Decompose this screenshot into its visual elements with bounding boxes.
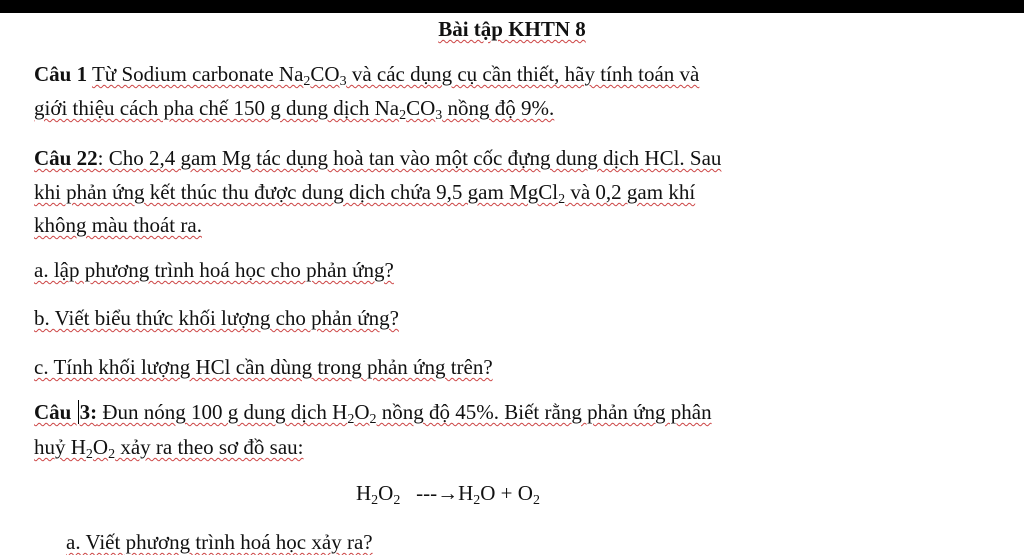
question-1-line-2: giới thiệu cách pha chế 150 g dung dịch $Na_2CO_3$ nồng độ 9%. [34,96,555,123]
question-1-line-1 [34,62,699,94]
question-2-line-1: Câu 22: Cho 2,4 gam Mg tác dụng hoà tan vào một cốc đựng dung dịch HCl. Sau [34,146,722,170]
question-3-line-2: huỷ $H_2O_2$ xảy ra theo sơ đồ sau: [34,435,304,462]
question-2-part-c: c. Tính khối lượng HCl cần dùng trong phản ứng trên? [34,355,493,379]
question-3-part-a: a. Viết phương trình hoá học xảy ra? [66,530,373,554]
question-3-label: Câu 3: [34,400,98,424]
question-2-line-2: khi phản ứng kết thúc thu được dung dịch chứa 9,5 gam MgCl$_2$ và 0,2 gam khí [34,180,696,207]
top-black-bar [0,0,1024,13]
question-1-label: Câu 1 [34,62,88,86]
text-caret [78,400,79,424]
question-3-line-1: Câu 3: Đun nóng 100 g dung dịch $H_2O_2$ nồng độ 45%. Biết rằng phản ứng phân [34,400,712,427]
page-title: Bài tập KHTN 8 [438,17,586,41]
question-2-label: Câu 22 [34,146,98,170]
question-1-text: Từ Sodium carbonate $Na_2CO_3$ và các dụng cụ cần thiết, hãy tính toán và [91,62,700,89]
question-2-line-3: không màu thoát ra. [34,213,202,237]
reaction-arrow: ---→ [416,481,459,505]
reaction-equation: $H_2O_2$ $---\to H_2O + O_2$ [356,481,540,508]
question-2-part-a: a. lập phương trình hoá học cho phản ứng? [34,258,394,282]
question-2-part-b: b. Viết biểu thức khối lượng cho phản ứng? [34,306,399,330]
